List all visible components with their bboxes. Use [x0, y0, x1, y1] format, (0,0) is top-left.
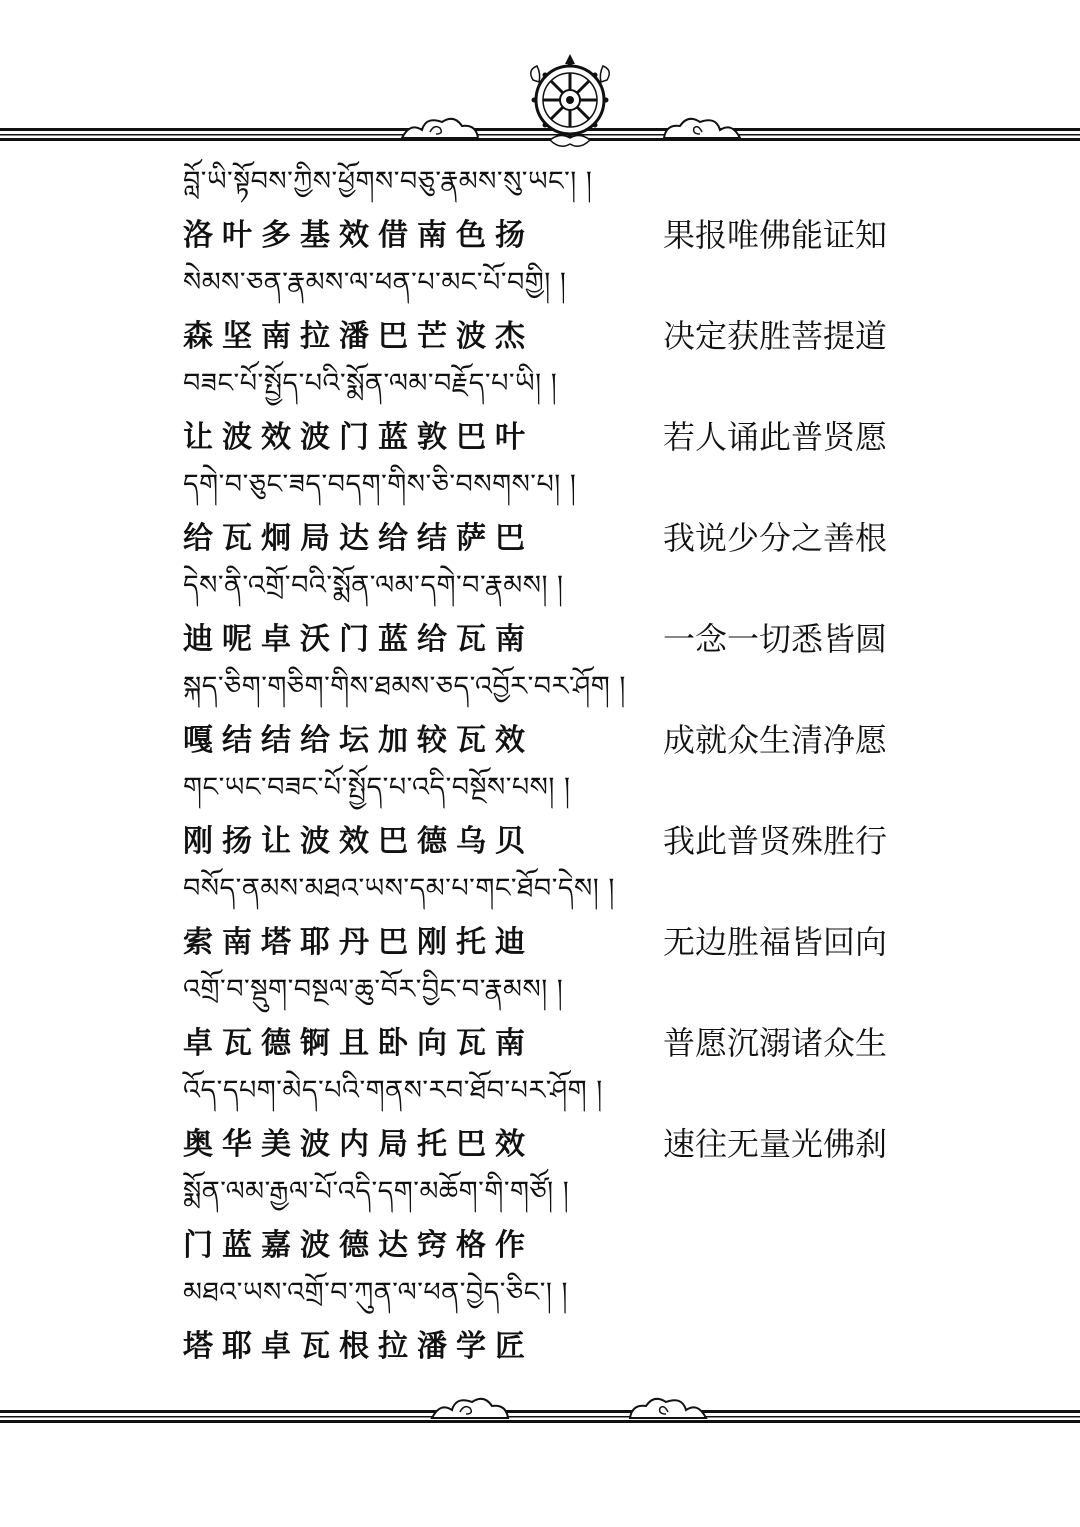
verse-translation-row: [183, 608, 903, 665]
chinese-transliteration: 让波效波门蓝敦巴叶: [183, 420, 534, 455]
chinese-transliteration: 洛叶多基效借南色扬: [183, 218, 534, 253]
chinese-transliteration: 给瓦炯局达给结萨巴: [183, 521, 534, 556]
chinese-meaning: 决定获胜菩提道: [663, 317, 888, 355]
chinese-meaning: 成就众生清净愿: [663, 721, 888, 759]
bottom-border-rule: [0, 1410, 1080, 1424]
tibetan-line: གང་ཡང་བཟང་པོ་སྤྱོད་པ་འདི་བསྔོས་པས། །: [183, 772, 571, 803]
tibetan-line: འགྲོ་བ་སྡུག་བསྔལ་ཆུ་བོར་བྱིང་བ་རྣམས། །: [183, 974, 564, 1005]
tibetan-line: དགེ་བ་ཅུང་ཟད་བདག་གིས་ཅི་བསགས་པ། །: [183, 469, 577, 500]
cloud-ornament-left-icon: [400, 112, 480, 142]
tibetan-line: མཐའ་ཡས་འགྲོ་བ་ཀུན་ལ་ཕན་བྱེད་ཅིང་། །: [183, 1277, 568, 1308]
chinese-transliteration: 森坚南拉潘巴芒波杰: [183, 319, 534, 354]
chinese-transliteration: 门蓝嘉波德达窍格作: [183, 1228, 534, 1263]
chinese-transliteration: 嘎结结给坛加较瓦效: [183, 723, 534, 758]
chinese-transliteration: 卓瓦德锕且卧向瓦南: [183, 1026, 534, 1061]
chinese-meaning: 果报唯佛能证知: [663, 216, 888, 254]
chinese-meaning: 无边胜福皆回向: [663, 923, 888, 961]
verse-translation-row: [183, 709, 903, 766]
verse-list: [183, 160, 903, 1372]
verse-translation-row: [183, 1315, 903, 1372]
tibetan-line: སྨོན་ལམ་རྒྱལ་པོ་འདི་དག་མཆོག་གི་གཙོ། །: [183, 1176, 570, 1207]
verse-translation-row: [183, 1012, 903, 1069]
chinese-meaning: 我说少分之善根: [663, 519, 888, 557]
tibetan-line: སྐད་ཅིག་གཅིག་གིས་ཐམས་ཅད་འབྱོར་བར་ཤོག །: [183, 671, 626, 702]
tibetan-line: འོད་དཔག་མེད་པའི་གནས་རབ་ཐོབ་པར་ཤོག །: [183, 1075, 603, 1106]
verse-translation-row: [183, 204, 903, 261]
verse-translation-row: [183, 810, 903, 867]
chinese-transliteration: 奥华美波内局托巴效: [183, 1127, 534, 1162]
verse-translation-row: [183, 305, 903, 362]
tibetan-line: བསོད་ནམས་མཐའ་ཡས་དམ་པ་གང་ཐོབ་དེས། །: [183, 873, 615, 904]
cloud-ornament-bottom-left-icon: [430, 1392, 510, 1422]
tibetan-line: བཟང་པོ་སྤྱོད་པའི་སྨོན་ལམ་བརྗོད་པ་ཡི། །: [183, 368, 558, 399]
chinese-meaning: 若人诵此普贤愿: [663, 418, 888, 456]
cloud-ornament-right-icon: [662, 112, 742, 142]
chinese-transliteration: 塔耶卓瓦根拉潘学匠: [183, 1329, 534, 1364]
verse-translation-row: [183, 1214, 903, 1271]
chinese-transliteration: 刚扬让波效巴德乌贝: [183, 824, 534, 859]
verse-translation-row: [183, 406, 903, 463]
chinese-transliteration: 索南塔耶丹巴刚托迪: [183, 925, 534, 960]
verse-translation-row: [183, 507, 903, 564]
dharma-wheel-icon: [525, 52, 615, 152]
verse-translation-row: [183, 911, 903, 968]
verse-translation-row: [183, 1113, 903, 1170]
chinese-transliteration: 迪呢卓沃门蓝给瓦南: [183, 622, 534, 657]
tibetan-line: དེས་ནི་འགྲོ་བའི་སྨོན་ལམ་དགེ་བ་རྣམས། །: [183, 570, 564, 601]
chinese-meaning: 我此普贤殊胜行: [663, 822, 888, 860]
chinese-meaning: 速往无量光佛刹: [663, 1125, 888, 1163]
chinese-meaning: 一念一切悉皆圆: [663, 620, 888, 658]
cloud-ornament-bottom-right-icon: [628, 1392, 708, 1422]
chinese-meaning: 普愿沉溺诸众生: [663, 1024, 888, 1062]
tibetan-line: སེམས་ཅན་རྣམས་ལ་ཕན་པ་མང་པོ་བགྱི། །: [183, 267, 567, 298]
tibetan-line: བློ་ཡི་སྟོབས་ཀྱིས་ཕྱོགས་བཅུ་རྣམས་སུ་ཡང་། །: [183, 166, 593, 197]
